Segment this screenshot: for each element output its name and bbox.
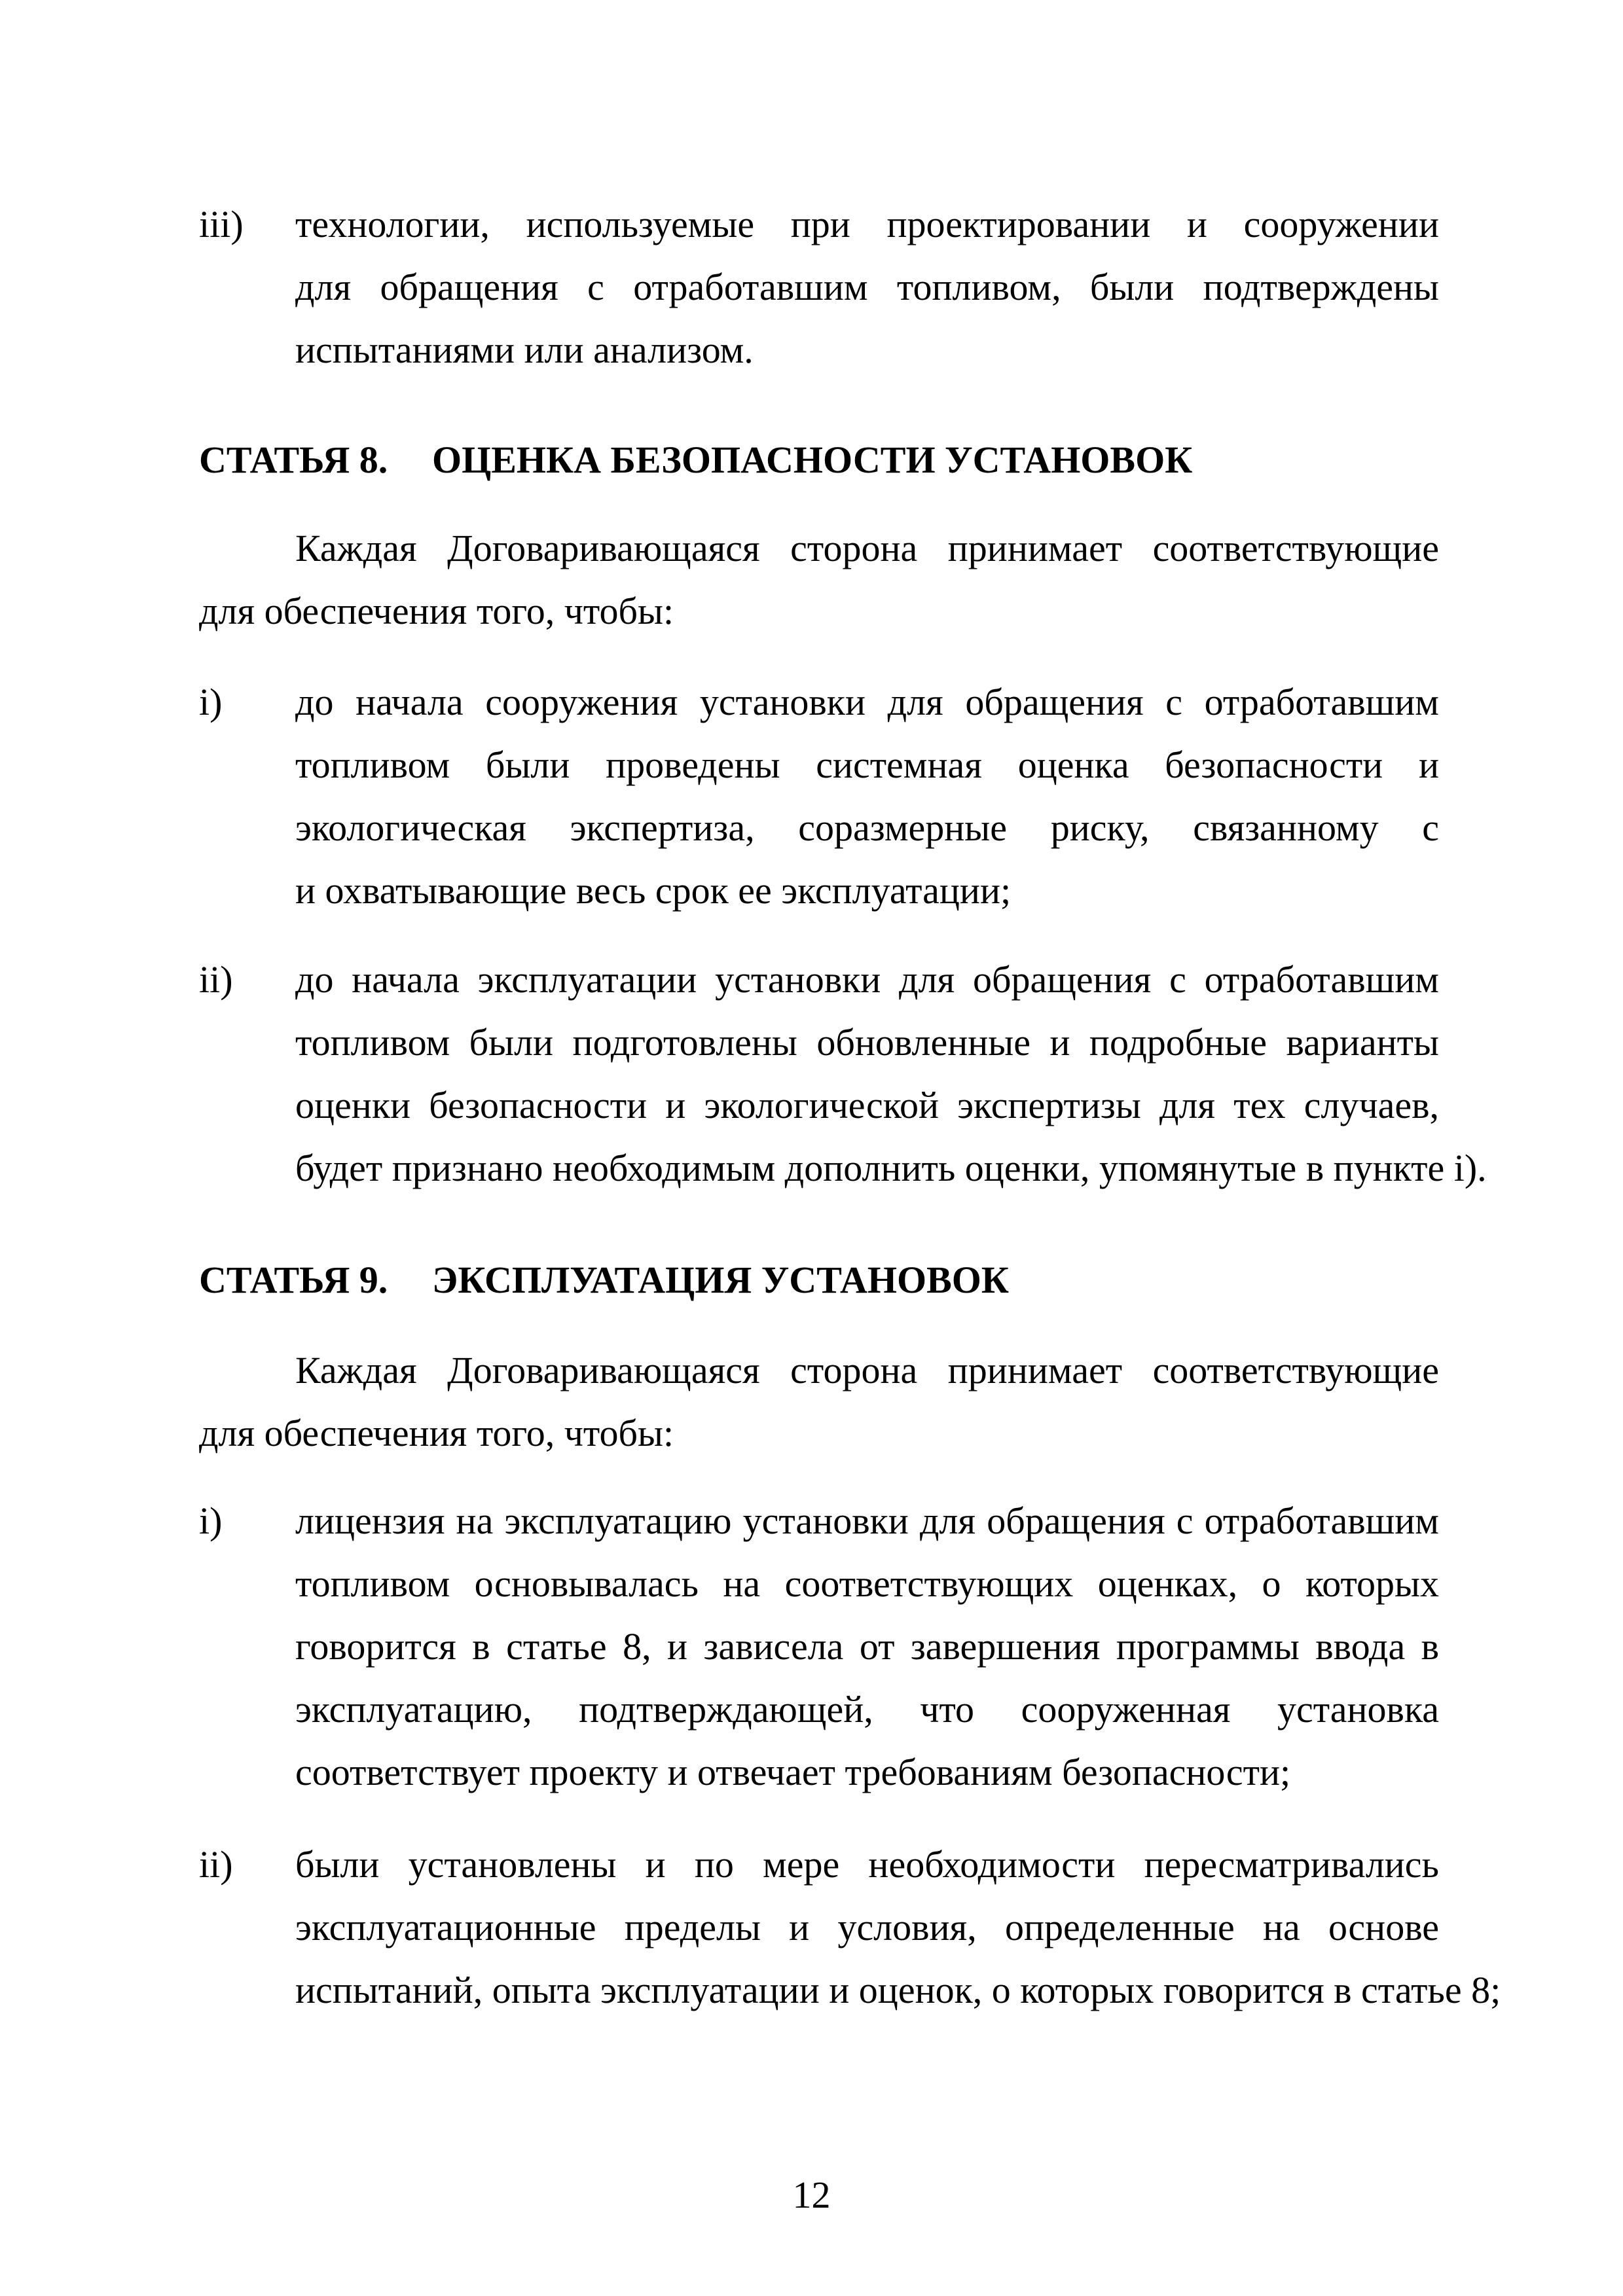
text-line: говорится в статье 8, и зависела от завершения программы ввода в (295, 1625, 1439, 1668)
text-line: соответствует проекту и отвечает требованиям безопасности; (295, 1751, 1291, 1793)
text-line: были установлены и по мере необходимости пересматривались (295, 1843, 1439, 1886)
item-label: ii) (199, 1843, 233, 1886)
item-label: ii) (199, 958, 233, 1001)
text-line: эксплуатацию, подтверждающей, что сооруженная установка (295, 1688, 1439, 1731)
text-line: до начала эксплуатации установки для обращения с отработавшим (295, 958, 1439, 1001)
item-iii (199, 193, 1439, 382)
text-line: для обеспечения того, чтобы: (199, 590, 674, 632)
item-label: i) (199, 681, 223, 723)
text-line: будет признано необходимым дополнить оценки, упомянутые в пункте i). (295, 1147, 1487, 1189)
text-line: Каждая Договаривающаяся сторона принимает соответствующие (295, 527, 1439, 569)
text-line: испытаниями или анализом. (295, 329, 754, 371)
text-line: для обращения с отработавшим топливом, были подтверждены (295, 266, 1439, 308)
text-line: технологии, используемые при проектировании и сооружении (295, 203, 1439, 245)
article-9-intro (199, 1339, 1439, 1465)
article-9-heading (199, 1249, 1009, 1312)
text-line: и охватывающие весь срок ее эксплуатации; (295, 869, 1012, 912)
text-line: эксплуатационные пределы и условия, определенные на основе (295, 1906, 1439, 1948)
item-label: i) (199, 1499, 223, 1542)
text-line: экологическая экспертиза, соразмерные риску, связанному с (295, 806, 1439, 849)
text-line: топливом были подготовлены обновленные и подробные варианты (295, 1021, 1439, 1064)
article-9-item-i (199, 1490, 1439, 1804)
article-title: ЭКСПЛУАТАЦИЯ УСТАНОВОК (432, 1259, 1009, 1301)
page-number: 12 (792, 2174, 831, 2216)
article-8-item-i (199, 671, 1439, 922)
article-8-item-ii (199, 948, 1487, 1200)
item-label: iii) (199, 203, 244, 245)
text-line: испытаний, опыта эксплуатации и оценок, о которых говорится в статье 8; (295, 1969, 1501, 2011)
text-line: до начала сооружения установки для обращения с отработавшим (295, 681, 1439, 723)
article-number: СТАТЬЯ 8. (199, 439, 388, 481)
text-line: лицензия на эксплуатацию установки для обращения с отработавшим (295, 1499, 1439, 1542)
article-8-intro (199, 517, 1439, 643)
text-line: оценки безопасности и экологической экспертизы для тех случаев, (295, 1084, 1439, 1126)
text-line: топливом были проведены системная оценка безопасности и (295, 744, 1439, 786)
article-title: ОЦЕНКА БЕЗОПАСНОСТИ УСТАНОВОК (432, 439, 1193, 481)
article-9-item-ii (199, 1833, 1501, 2022)
article-8-heading (199, 429, 1193, 492)
text-line: топливом основывалась на соответствующих оценках, о которых (295, 1562, 1439, 1605)
text-line: для обеспечения того, чтобы: (199, 1412, 674, 1454)
article-number: СТАТЬЯ 9. (199, 1259, 388, 1301)
text-line: Каждая Договаривающаяся сторона принимает соответствующие (295, 1349, 1439, 1391)
